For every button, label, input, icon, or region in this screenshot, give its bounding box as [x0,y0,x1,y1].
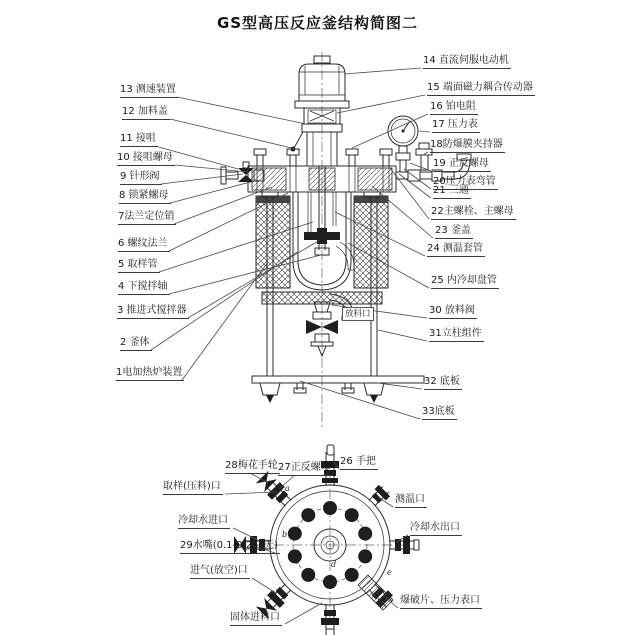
port-label-rupture-disc-gauge: 爆破片、压力表口 [400,595,482,609]
part-label-12-feed-cover: 12 加料盖 [122,106,170,120]
port-label-cooling-outlet: 冷却水出口 [410,522,462,536]
part-label-21-tee: 21 三通 [433,185,471,199]
port-label-sampling: 取样(压料)口 [163,481,223,495]
part-label-32-base-plate: 32 底板 [424,376,462,390]
part-label-7-flange-pin: 7法兰定位销 [118,211,176,225]
port-label-cooling-inlet: 冷却水进口 [178,515,230,529]
part-label-23-kettle-lid: 23 釜盖 [435,225,473,239]
pressure-gauge [388,116,418,172]
port-letter-a: a [285,484,290,493]
part-label-14-servo-motor: 14 直流伺服电动机 [423,55,511,69]
part-label-19-locknut: 19 正反螺母 [433,158,491,172]
part-label-33-base-plate: 33底板 [422,406,457,420]
part-label-1-heating-furnace: 1电加热炉装置 [116,367,184,381]
part-label-4-stirrer-shaft: 4 下搅拌轴 [118,281,170,295]
part-label-20-bent-pipe: 20压力表弯管 [433,176,498,190]
part-label-13-speed-device: 13 测速装置 [120,84,178,98]
part-label-2-kettle-body: 2 釜体 [120,337,152,351]
part-label-11-nozzle: 11 接咀 [120,133,158,147]
part-label-31-column-assembly: 31立柱组件 [429,328,484,342]
part-label-26-handle: 26 手把 [340,456,378,470]
part-label-30-discharge-valve: 30 放料阀 [429,305,477,319]
port-label-gas-inlet-vent: 进气(放空)口 [190,565,250,579]
part-label-22-main-bolts: 22主螺栓、主螺母 [431,206,516,220]
port-label-discharge: 放料口 [342,307,374,321]
lid-studs [254,149,392,166]
part-label-15-magnetic-coupler: 15 端面磁力耦合传动器 [427,82,535,96]
port-letter-d: d [331,560,337,569]
port-label-solid-feed: 固体进料口 [230,612,282,626]
part-label-5-sampling-tube: 5 取样管 [118,259,160,273]
port-letter-c: c [295,557,300,566]
part-label-9-needle-valve: 9 针形阀 [120,171,162,185]
part-label-10-nozzle-nut: 10 接咀螺母 [117,152,175,166]
page-title: GS型高压反应釜结构简图二 [216,14,419,32]
port-letter-b: b [282,530,288,539]
magnetic-coupling [291,101,350,166]
temperature-port [366,483,391,508]
part-label-8-lock-nut: 8 锁紧螺母 [119,190,171,204]
part-label-24-thermowell: 24 测温套管 [427,243,485,257]
part-label-28-handwheel: 28梅花手轮 [225,460,280,474]
port-label-temperature: 测温口 [395,494,427,508]
port-letter-e: e [387,568,392,577]
port-letter-f: f [367,529,370,538]
part-label-3-propeller: 3 推进式搅拌器 [117,305,189,319]
part-label-17-pressure-gauge: 17 压力表 [432,119,480,133]
solid-feed-port [321,604,339,635]
part-label-27-locknut: 27正反螺母 [278,462,333,476]
cooling-outlet-port [389,536,419,554]
part-label-16-rtd: 16 铂电阻 [430,101,478,115]
part-label-18-disc-holder: 18防爆膜夹持器 [430,139,505,153]
part-label-25-cooling-coil: 25 内冷却盘管 [431,275,499,289]
part-label-6-threaded-flange: 6 螺纹法兰 [118,238,170,252]
part-label-29-water-nozzle: 29水嘴(0.1-0.25L无) [180,540,280,554]
